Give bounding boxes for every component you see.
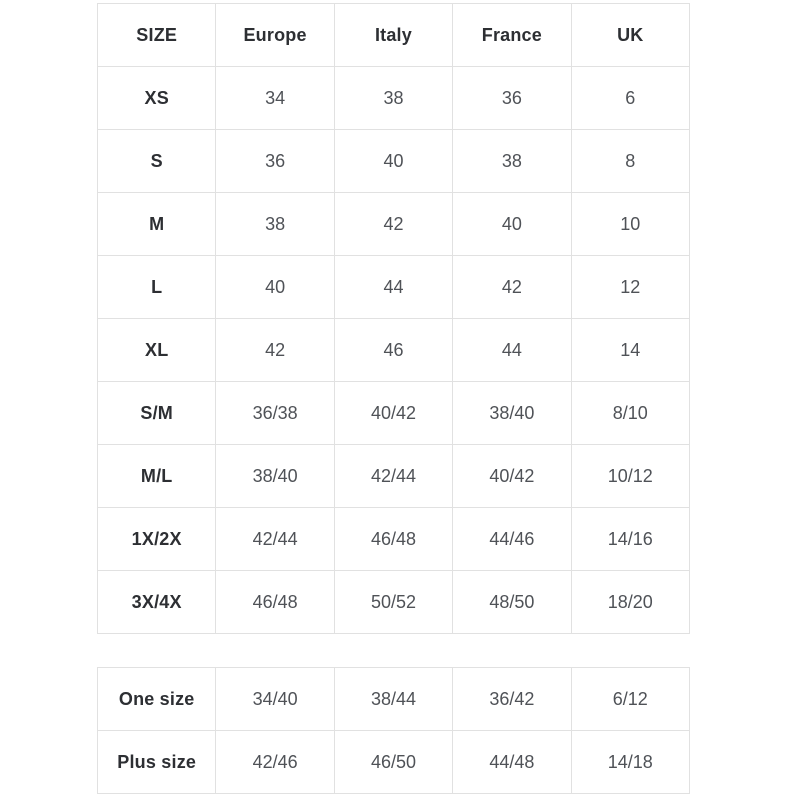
italy-value-cell: 40 xyxy=(334,130,452,193)
italy-value-cell: 50/52 xyxy=(334,571,452,634)
table-row-m-l xyxy=(98,445,690,508)
europe-value-cell: 34/40 xyxy=(216,668,334,731)
table-row-s xyxy=(98,130,690,193)
europe-value-cell: 36 xyxy=(216,130,334,193)
uk-value-cell: 6/12 xyxy=(571,668,689,731)
france-value-cell: 44 xyxy=(453,319,571,382)
france-value-cell: 36 xyxy=(453,67,571,130)
special-sizes-table-body xyxy=(98,668,690,794)
france-value-cell: 40/42 xyxy=(453,445,571,508)
uk-value-cell: 14/16 xyxy=(571,508,689,571)
italy-value-cell: 46/48 xyxy=(334,508,452,571)
italy-value-cell: 44 xyxy=(334,256,452,319)
uk-value-cell: 8 xyxy=(571,130,689,193)
italy-value-cell: 40/42 xyxy=(334,382,452,445)
table-row-1x-2x xyxy=(98,508,690,571)
table-row-s-m xyxy=(98,382,690,445)
column-header-europe: Europe xyxy=(216,4,334,67)
size-table-header xyxy=(98,4,690,67)
france-value-cell: 44/48 xyxy=(453,731,571,794)
table-row-xs xyxy=(98,67,690,130)
italy-value-cell: 38/44 xyxy=(334,668,452,731)
europe-value-cell: 38 xyxy=(216,193,334,256)
france-value-cell: 48/50 xyxy=(453,571,571,634)
europe-value-cell: 42 xyxy=(216,319,334,382)
size-label-cell: L xyxy=(98,256,216,319)
france-value-cell: 42 xyxy=(453,256,571,319)
uk-value-cell: 14 xyxy=(571,319,689,382)
uk-value-cell: 12 xyxy=(571,256,689,319)
france-value-cell: 40 xyxy=(453,193,571,256)
size-label-cell: S xyxy=(98,130,216,193)
italy-value-cell: 46/50 xyxy=(334,731,452,794)
size-label-cell: 1X/2X xyxy=(98,508,216,571)
italy-value-cell: 42 xyxy=(334,193,452,256)
europe-value-cell: 42/46 xyxy=(216,731,334,794)
uk-value-cell: 8/10 xyxy=(571,382,689,445)
europe-value-cell: 42/44 xyxy=(216,508,334,571)
uk-value-cell: 6 xyxy=(571,67,689,130)
size-label-cell: 3X/4X xyxy=(98,571,216,634)
europe-value-cell: 34 xyxy=(216,67,334,130)
special-sizes-table xyxy=(97,667,690,794)
column-header-uk: UK xyxy=(571,4,689,67)
size-label-cell: M xyxy=(98,193,216,256)
france-value-cell: 38/40 xyxy=(453,382,571,445)
size-label-cell: Plus size xyxy=(98,731,216,794)
table-row-plus-size xyxy=(98,731,690,794)
size-label-cell: XL xyxy=(98,319,216,382)
table-row-3x-4x xyxy=(98,571,690,634)
size-label-cell: One size xyxy=(98,668,216,731)
uk-value-cell: 10/12 xyxy=(571,445,689,508)
column-header-italy: Italy xyxy=(334,4,452,67)
uk-value-cell: 18/20 xyxy=(571,571,689,634)
size-label-cell: M/L xyxy=(98,445,216,508)
france-value-cell: 44/46 xyxy=(453,508,571,571)
column-header-size: SIZE xyxy=(98,4,216,67)
size-conversion-table xyxy=(97,3,690,634)
size-label-cell: S/M xyxy=(98,382,216,445)
uk-value-cell: 10 xyxy=(571,193,689,256)
table-row-m xyxy=(98,193,690,256)
italy-value-cell: 42/44 xyxy=(334,445,452,508)
column-header-france: France xyxy=(453,4,571,67)
table-row-xl xyxy=(98,319,690,382)
size-label-cell: XS xyxy=(98,67,216,130)
table-row-l xyxy=(98,256,690,319)
italy-value-cell: 46 xyxy=(334,319,452,382)
europe-value-cell: 40 xyxy=(216,256,334,319)
europe-value-cell: 38/40 xyxy=(216,445,334,508)
table-row-one-size xyxy=(98,668,690,731)
france-value-cell: 36/42 xyxy=(453,668,571,731)
header-row xyxy=(98,4,690,67)
europe-value-cell: 46/48 xyxy=(216,571,334,634)
europe-value-cell: 36/38 xyxy=(216,382,334,445)
uk-value-cell: 14/18 xyxy=(571,731,689,794)
france-value-cell: 38 xyxy=(453,130,571,193)
italy-value-cell: 38 xyxy=(334,67,452,130)
size-table-body xyxy=(98,67,690,634)
